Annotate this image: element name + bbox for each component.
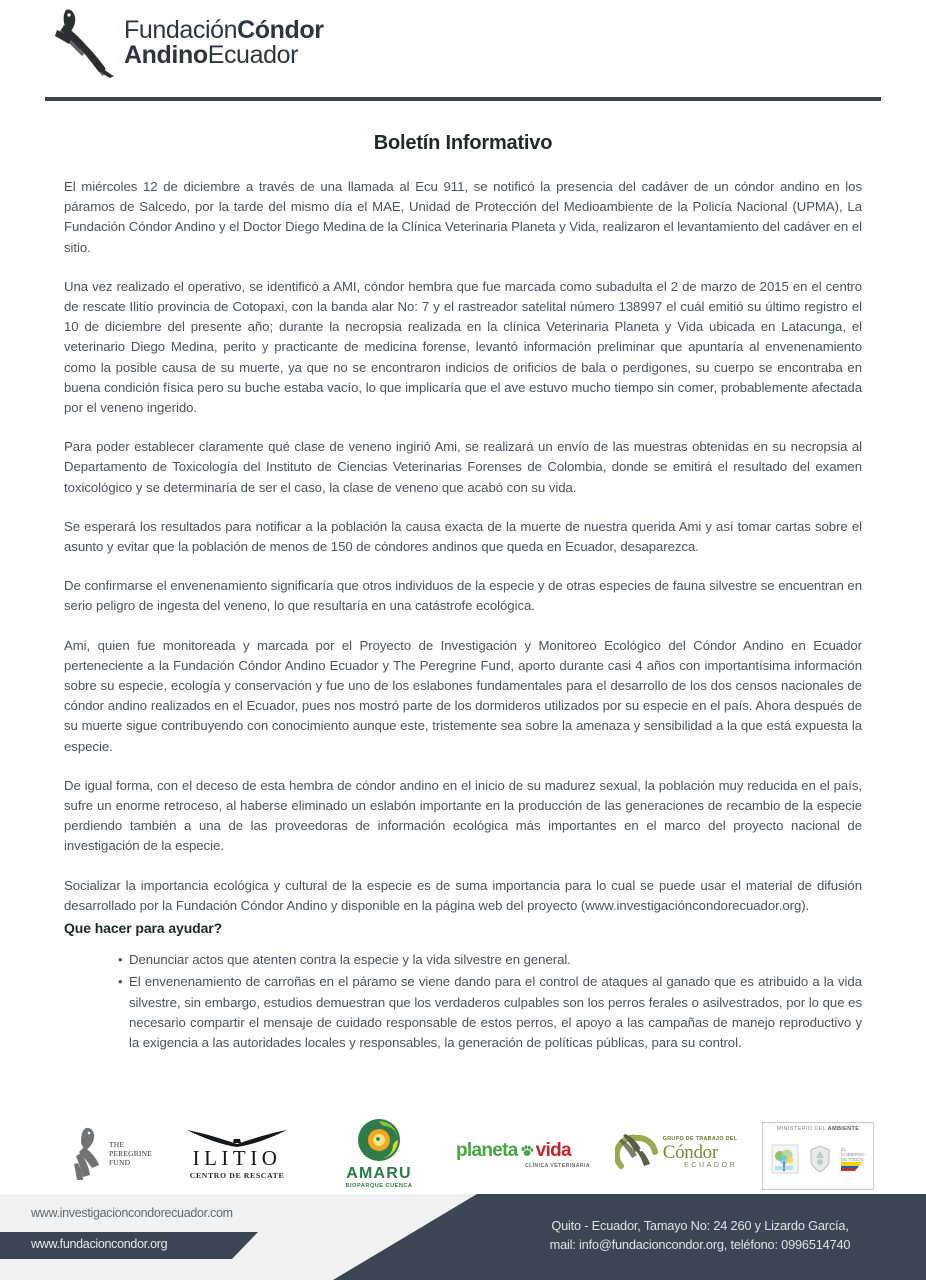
ministerio-title-thin: MINISTERIO DEL (776, 1126, 828, 1132)
paw-icon (520, 1144, 534, 1158)
paragraph: De igual forma, con el deceso de esta hembra de cóndor andino en el inicio de su madurez sexual, la población muy reducida en el país, sufre un enorme retroceso, al haberse eliminado un eslabón importante en la producción de las generaciones de recambio de la especie perdiendo también a una de las proveedoras de información ecológica más importantes en el marco del proyecto nacional de investigación de la especie. (64, 777, 862, 854)
partner-ilitio (178, 1120, 296, 1186)
paragraph: Para poder establecer claramente qué clase de veneno ingirió Ami, se realizará un envío de las muestras obtenidas en su necropsia al Departamento de Toxicología del Instituto de Ciencias Veterinarias Forenses de Colombia, donde se emitirá el resultado del examen toxicológico y se determinaría de ser el caso, la clase de veneno que acabó con su vida. (64, 439, 862, 495)
ministerio-title-bold: AMBIENTE (827, 1126, 860, 1132)
logo-condor: Cóndor (237, 16, 324, 44)
peregrine-falcon-icon (72, 1125, 106, 1181)
contact-info (500, 1216, 900, 1254)
grupo-condor-top: GRUPO DE TRABAJO DEL (662, 1136, 738, 1143)
logo-fundacion: Fundación (124, 16, 238, 44)
amaru-subtitle: BIOPARQUE CUENCA (345, 1182, 413, 1189)
list-item: • Denunciar actos que atenten contra la especie y la vida silvestre en general. (118, 950, 862, 970)
peregrine-line-2: PEREGRINE (108, 1148, 153, 1158)
condor-bird-icon (52, 6, 118, 78)
condor-wings-icon (185, 1126, 289, 1148)
partner-grupo-condor (612, 1118, 740, 1188)
header-divider (45, 97, 881, 101)
paragraph: Se esperará los resultados para notificar a la población la causa exacta de la muerte de nuestra querida Ami y así tomar cartas sobre el asunto y evitar que la población de menos de 150 de cóndores andinos que queda en Ecuador, desaparezca. (64, 518, 862, 555)
partner-amaru (336, 1116, 422, 1190)
project-website-link[interactable]: www.investigacioncondorecuador.com (31, 1206, 233, 1220)
partner-peregrine-fund (62, 1120, 162, 1186)
grupo-condor-name: Cóndor (662, 1141, 718, 1163)
logo-line-2 (124, 43, 324, 68)
peregrine-wordmark (109, 1140, 152, 1167)
logo-ecuador: Ecuador (207, 41, 299, 69)
amaru-name: AMARU (346, 1164, 412, 1182)
paragraph: De confirmarse el envenenamiento significaría que otros individuos de la especie y de otras especies de fauna silvestre se encuentran en serio peligro de ingesta del veneno, lo que resultaría en una catástrofe ecológica. (64, 578, 862, 614)
list-item: • El envenenamiento de carroñas en el páramo se viene dando para el control de ataques al ganado que es atribuido a la vida silvestre, sin embargo, estudios demuestran que los verdaderos culpables son los perros ferales o asilvestrados, por lo que es necesario compartir el mensaje de cuidado responsable de estos perros, el apoyo a las campañas de manejo reproductivo y la exigencia a las autoridades locales y responsables, la generación de políticas públicas, para su control. (118, 972, 862, 1053)
grupo-condor-country: ECUADOR (684, 1161, 738, 1169)
page-header (0, 0, 926, 110)
help-actions-list (64, 950, 862, 1053)
page-title: Boletín Informativo (373, 132, 553, 154)
ecuador-flag-icon (841, 1162, 863, 1171)
gov-line-3: DE TODOS (840, 1156, 864, 1162)
page-footer (0, 1194, 926, 1280)
tree-emblem-icon (771, 1144, 799, 1174)
paragraph: Una vez realizado el operativo, se identificó a AMI, cóndor hembra que fue marcada como subadulta el 2 de marzo de 2015 en el centro de rescate Ilitío provincia de Cotopaxi, con la banda alar No: 7 y el rastreador satelital número 138997 el cuál emitió su último registro el 10 de diciembre del presente año; durante la necropsia realizada en la clínica Veterinaria Planeta y Vida ubicada en Latacunga, el veterinario Diego Medina, perito y practicante de medicina forense, levantó información preliminar que apuntaría al envenenamiento como la posible causa de su muerte, ya que no se encontraron indicios de orificios de bala o perdigones, su cuerpo se encontraba en buena condición física pero su buche estaba vacío, lo que implicaría que el ave estuvo mucho tiempo sin comer, probablemente afectada por el veneno ingerido. (64, 278, 862, 416)
peregrine-line-1: THE (108, 1139, 125, 1149)
ministerio-emblems (767, 1132, 869, 1186)
foundation-website-link[interactable]: www.fundacioncondor.org (31, 1237, 168, 1251)
ecuador-coat-of-arms-icon (808, 1144, 832, 1174)
grupo-condor-wordmark (663, 1137, 738, 1168)
amaru-swirl-icon (354, 1118, 404, 1164)
logo-wordmark (124, 16, 324, 68)
contact-mail-phone: mail: info@fundacioncondor.org, teléfono: 0996514740 (549, 1237, 851, 1252)
logo-line-1 (124, 18, 324, 43)
planeta-word: planeta (456, 1139, 518, 1161)
partner-ministerio-ambiente (762, 1122, 874, 1190)
gov-line-1: EL (840, 1146, 847, 1152)
document-body (64, 132, 862, 1055)
vida-word: vida (535, 1139, 571, 1161)
section-heading: Que hacer para ayudar? (64, 920, 223, 937)
logo-andino: Andino (124, 41, 208, 69)
partner-planeta-vida (456, 1128, 592, 1180)
ilitio-subtitle: CENTRO DE RESCATE (189, 1171, 285, 1180)
organization-logo (52, 6, 324, 78)
gov-line-2: GOBIERNO (840, 1151, 865, 1157)
paragraph: Socializar la importancia ecológica y cultural de la especie es de suma importancia para lo cual se puede usar el material de difusión desarrollado por la Fundación Cóndor Andino y disponible en la página web del proyecto (www.investigacióncondorecuador.org). (64, 877, 862, 913)
peregrine-line-3: FUND (108, 1157, 131, 1167)
partner-logos (0, 1112, 926, 1194)
planeta-vida-subtitle: CLÍNICA VETERINARIA (524, 1162, 590, 1169)
condor-head-icon (615, 1130, 661, 1176)
ministerio-gov-text (841, 1147, 865, 1172)
ilitio-name: ILITIO (192, 1146, 282, 1170)
paragraph: Ami, quien fue monitoreada y marcada por el Proyecto de Investigación y Monitoreo Ecológico del Cóndor Andino en Ecuador perteneciente a la Fundación Cóndor Andino Ecuador y The Peregrine Fund, aporto durante casi 4 años con importantísima información sobre su especie, ecología y conservación y fue uno de los eslabones fundamentales para el desarrollo de los dos censos nacionales de cóndor andino realizados en el Ecuador, pues nos mostró parte de los dormideros utilizados por su especie en el país. Ahora después de su muerte sigue contribuyendo con conocimiento aunque este, tristemente sea sobre la amenaza y sensibilidad a la que está expuesta la especie. (64, 637, 862, 754)
paragraph: El miércoles 12 de diciembre a través de una llamada al Ecu 911, se notificó la presencia del cadáver de un cóndor andino en los páramos de Salcedo, por la tarde del mismo día el MAE, Unidad de Protección del Medioambiente de la Policía Nacional (UPMA), La Fundación Cóndor Andino y el Doctor Diego Medina de la Clínica Veterinaria Planeta y Vida, realizaron el levantamiento del cadáver en el sitio. (64, 179, 862, 255)
planeta-vida-wordmark (456, 1140, 571, 1162)
contact-address: Quito - Ecuador, Tamayo No: 24 260 y Lizardo García, (551, 1218, 849, 1233)
